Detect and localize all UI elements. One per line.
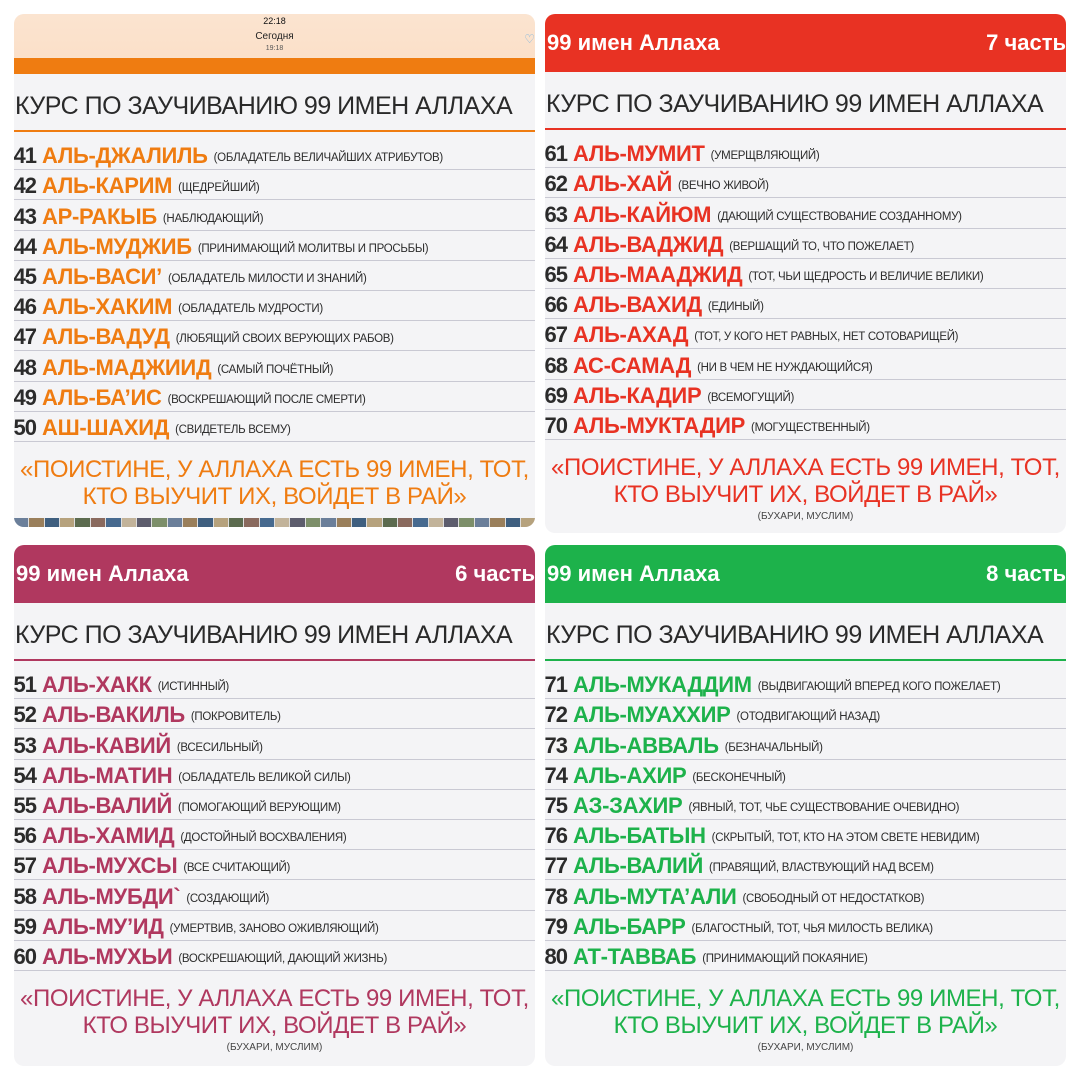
allah-name: АЛЬ-МУТА’АЛИ bbox=[573, 883, 737, 909]
name-row bbox=[14, 699, 535, 729]
name-row bbox=[14, 669, 535, 699]
allah-name: АЛЬ-ВАЛИЙ bbox=[573, 853, 704, 879]
name-number: 52 bbox=[14, 702, 36, 728]
name-meaning: (ВЕРШАЩИЙ ТО, ЧТО ПОЖЕЛАЕТ) bbox=[729, 240, 914, 253]
course-title: КУРС ПО ЗАУЧИВАНИЮ 99 ИМЕН АЛЛАХА bbox=[546, 621, 1044, 649]
allah-name: АЛЬ-МУБДИ` bbox=[42, 883, 181, 909]
name-row bbox=[545, 880, 1066, 910]
name-number: 74 bbox=[545, 762, 567, 788]
title-underline bbox=[545, 659, 1066, 661]
name-row bbox=[545, 138, 1066, 168]
allah-name: АЛЬ-БАТЫН bbox=[573, 823, 706, 849]
name-row bbox=[545, 790, 1066, 820]
name-number: 77 bbox=[545, 853, 567, 879]
panel-header bbox=[545, 545, 1066, 603]
allah-name: АЛЬ-МУХСЫ bbox=[42, 853, 178, 879]
hadith-source: (БУХАРИ, МУСЛИМ) bbox=[757, 510, 854, 522]
name-meaning: (ДОСТОЙНЫЙ ВОСХВАЛЕНИЯ) bbox=[180, 832, 347, 845]
name-number: 42 bbox=[14, 173, 36, 199]
header-part: 6 часть bbox=[455, 561, 535, 586]
names-list bbox=[14, 669, 535, 971]
name-meaning: (ТОТ, У КОГО НЕТ РАВНЫХ, НЕТ СОТОВАРИЩЕЙ) bbox=[694, 331, 959, 344]
quote-line-1: «ПОИСТИНЕ, У АЛЛАХА ЕСТЬ 99 ИМЕН, ТОТ, bbox=[20, 984, 529, 1012]
allah-name: АЛЬ-МУДЖИБ bbox=[42, 233, 192, 259]
name-number: 70 bbox=[545, 412, 567, 438]
name-number: 69 bbox=[545, 382, 567, 408]
name-meaning: (СКРЫТЫЙ, ТОТ, КТО НА ЭТОМ СВЕТЕ НЕВИДИМ) bbox=[711, 832, 980, 845]
header-part: 8 часть bbox=[986, 561, 1066, 586]
name-number: 79 bbox=[545, 913, 567, 939]
panel-part-5 bbox=[14, 14, 535, 527]
name-number: 64 bbox=[545, 231, 567, 257]
title-underline bbox=[14, 659, 535, 661]
name-number: 62 bbox=[545, 171, 567, 197]
accent-bar bbox=[14, 58, 535, 74]
allah-name: АЛЬ-ХАМИД bbox=[42, 823, 175, 849]
hadith-quote bbox=[14, 456, 535, 510]
name-row bbox=[545, 229, 1066, 259]
header-part: 7 часть bbox=[986, 30, 1066, 55]
name-meaning: (ПРАВЯЩИЙ, ВЛАСТВУЮЩИЙ НАД ВСЕМ) bbox=[709, 862, 934, 875]
names-list bbox=[545, 138, 1066, 440]
name-meaning: (СОЗДАЮЩИЙ) bbox=[186, 892, 270, 905]
name-row bbox=[545, 319, 1066, 349]
allah-name: АР-РАКЫБ bbox=[42, 203, 157, 229]
notification-title: Сегодня bbox=[255, 31, 294, 42]
name-number: 63 bbox=[545, 201, 567, 227]
allah-name: АЛЬ-МАТИН bbox=[42, 762, 173, 788]
hadith-quote bbox=[545, 454, 1066, 508]
hadith-source: (БУХАРИ, МУСЛИМ) bbox=[226, 1041, 323, 1053]
name-meaning: (ОБЛАДАТЕЛЬ ВЕЛИЧАЙШИХ АТРИБУТОВ) bbox=[213, 152, 443, 165]
name-meaning: (УМЕРТВИВ, ЗАНОВО ОЖИВЛЯЮЩИЙ) bbox=[169, 922, 379, 935]
name-meaning: (ОБЛАДАТЕЛЬ МУДРОСТИ) bbox=[178, 303, 323, 316]
name-row bbox=[14, 140, 535, 170]
name-row bbox=[545, 259, 1066, 289]
name-meaning: (ВОСКРЕШАЮЩИЙ ПОСЛЕ СМЕРТИ) bbox=[167, 393, 366, 406]
hadith-quote bbox=[14, 985, 535, 1039]
name-number: 59 bbox=[14, 913, 36, 939]
name-meaning: (ВЫДВИГАЮЩИЙ ВПЕРЕД КОГО ПОЖЕЛАЕТ) bbox=[757, 681, 1001, 694]
name-row bbox=[14, 941, 535, 971]
name-row bbox=[14, 261, 535, 291]
quote-line-2: КТО ВЫУЧИТ ИХ, ВОЙДЕТ В РАЙ» bbox=[613, 480, 998, 508]
name-number: 73 bbox=[545, 732, 567, 758]
quote-line-1: «ПОИСТИНЕ, У АЛЛАХА ЕСТЬ 99 ИМЕН, ТОТ, bbox=[551, 984, 1060, 1012]
name-row bbox=[14, 880, 535, 910]
name-number: 67 bbox=[545, 322, 567, 348]
name-row bbox=[545, 699, 1066, 729]
status-time: 22:18 bbox=[263, 16, 286, 26]
name-number: 41 bbox=[14, 143, 36, 169]
title-underline bbox=[14, 130, 535, 132]
allah-name: АЛЬ-ХАКИМ bbox=[42, 294, 173, 320]
name-meaning: (СВОБОДНЫЙ ОТ НЕДОСТАТКОВ) bbox=[742, 892, 925, 905]
allah-name: АЛЬ-БАРР bbox=[573, 913, 686, 939]
notification-time: 19:18 bbox=[265, 45, 284, 52]
name-row bbox=[545, 760, 1066, 790]
name-meaning: (УМЕРЩВЛЯЮЩИЙ) bbox=[710, 150, 820, 163]
name-row bbox=[14, 412, 535, 442]
name-meaning: (ВЕЧНО ЖИВОЙ) bbox=[678, 180, 769, 193]
name-row bbox=[545, 729, 1066, 759]
name-number: 80 bbox=[545, 943, 567, 969]
name-row bbox=[14, 382, 535, 412]
name-meaning: (МОГУЩЕСТВЕННЫЙ) bbox=[751, 421, 870, 434]
allah-name: АЛЬ-МУ’ИД bbox=[42, 913, 164, 939]
name-number: 53 bbox=[14, 732, 36, 758]
allah-name: АЛЬ-ВАЛИЙ bbox=[42, 792, 173, 818]
name-meaning: (НИ В ЧЕМ НЕ НУЖДАЮЩИЙСЯ) bbox=[697, 361, 873, 374]
allah-name: АЛЬ-ВАСИ’ bbox=[42, 263, 162, 289]
name-row bbox=[545, 669, 1066, 699]
name-number: 58 bbox=[14, 883, 36, 909]
name-meaning: (ОБЛАДАТЕЛЬ МИЛОСТИ И ЗНАНИЙ) bbox=[167, 272, 367, 285]
quote-line-1: «ПОИСТИНЕ, У АЛЛАХА ЕСТЬ 99 ИМЕН, ТОТ, bbox=[551, 453, 1060, 481]
hadith-source: (БУХАРИ, МУСЛИМ) bbox=[757, 1041, 854, 1053]
name-row bbox=[14, 850, 535, 880]
name-number: 49 bbox=[14, 384, 36, 410]
allah-name: АЛЬ-МАДЖИИД bbox=[42, 354, 212, 380]
panel-part-6 bbox=[14, 545, 535, 1066]
name-row bbox=[545, 850, 1066, 880]
name-meaning: (ОБЛАДАТЕЛЬ ВЕЛИКОЙ СИЛЫ) bbox=[178, 771, 351, 784]
name-number: 57 bbox=[14, 853, 36, 879]
allah-name: АТ-ТАВВАБ bbox=[573, 943, 697, 969]
name-number: 55 bbox=[14, 792, 36, 818]
allah-name: АЛЬ-КАРИМ bbox=[42, 173, 173, 199]
name-meaning: (ЕДИНЫЙ) bbox=[707, 301, 764, 314]
name-row bbox=[545, 289, 1066, 319]
name-meaning: (ЩЕДРЕЙШИЙ) bbox=[178, 182, 260, 195]
name-meaning: (ТОТ, ЧЬИ ЩЕДРОСТЬ И ВЕЛИЧИЕ ВЕЛИКИ) bbox=[748, 270, 984, 283]
name-number: 61 bbox=[545, 141, 567, 167]
header-title: 99 имен Аллаха bbox=[547, 561, 720, 586]
quote-line-2: КТО ВЫУЧИТ ИХ, ВОЙДЕТ В РАЙ» bbox=[82, 482, 467, 510]
name-meaning: (САМЫЙ ПОЧЁТНЫЙ) bbox=[217, 363, 334, 376]
name-row bbox=[545, 410, 1066, 440]
allah-name: АЛЬ-ВАКИЛЬ bbox=[42, 702, 185, 728]
name-row bbox=[545, 820, 1066, 850]
name-number: 45 bbox=[14, 263, 36, 289]
header-title: 99 имен Аллаха bbox=[547, 30, 720, 55]
name-meaning: (ВОСКРЕШАЮЩИЙ, ДАЮЩИЙ ЖИЗНЬ) bbox=[178, 952, 387, 965]
name-meaning: (ВСЕ СЧИТАЮЩИЙ) bbox=[183, 862, 291, 875]
panel-header bbox=[545, 14, 1066, 72]
name-row bbox=[14, 820, 535, 850]
name-number: 76 bbox=[545, 823, 567, 849]
allah-name: АЛЬ-БА’ИС bbox=[42, 384, 162, 410]
name-row bbox=[14, 291, 535, 321]
allah-name: АЛЬ-МУМИТ bbox=[573, 141, 705, 167]
name-meaning: (БЕЗНАЧАЛЬНЫЙ) bbox=[724, 741, 823, 754]
name-meaning: (ЯВНЫЙ, ТОТ, ЧЬЕ СУЩЕСТВОВАНИЕ ОЧЕВИДНО) bbox=[688, 801, 960, 814]
name-row bbox=[545, 911, 1066, 941]
title-underline bbox=[545, 128, 1066, 130]
allah-name: АЛЬ-ВАДУД bbox=[42, 324, 170, 350]
panel-part-7 bbox=[545, 14, 1066, 533]
name-row bbox=[545, 349, 1066, 379]
allah-name: АЛЬ-КАЙЮМ bbox=[573, 201, 712, 227]
name-meaning: (ИСТИННЫЙ) bbox=[157, 681, 229, 694]
name-row bbox=[14, 231, 535, 261]
allah-name: АЛЬ-МУХЬИ bbox=[42, 943, 173, 969]
allah-name: АЛЬ-КАДИР bbox=[573, 382, 702, 408]
name-number: 68 bbox=[545, 352, 567, 378]
allah-name: АЛЬ-МУКАДДИМ bbox=[573, 672, 752, 698]
allah-name: АШ-ШАХИД bbox=[42, 414, 170, 440]
name-number: 54 bbox=[14, 762, 36, 788]
name-meaning: (НАБЛЮДАЮЩИЙ) bbox=[162, 212, 264, 225]
allah-name: АЛЬ-ХАКК bbox=[42, 672, 152, 698]
course-title: КУРС ПО ЗАУЧИВАНИЮ 99 ИМЕН АЛЛАХА bbox=[15, 92, 513, 120]
allah-name: АЛЬ-АВВАЛЬ bbox=[573, 732, 719, 758]
name-number: 75 bbox=[545, 792, 567, 818]
name-number: 44 bbox=[14, 233, 36, 259]
name-number: 78 bbox=[545, 883, 567, 909]
quote-line-1: «ПОИСТИНЕ, У АЛЛАХА ЕСТЬ 99 ИМЕН, ТОТ, bbox=[20, 455, 529, 483]
name-meaning: (ВСЕСИЛЬНЫЙ) bbox=[176, 741, 263, 754]
header-title: 99 имен Аллаха bbox=[16, 561, 189, 586]
names-list bbox=[14, 140, 535, 442]
name-row bbox=[14, 170, 535, 200]
name-row bbox=[14, 911, 535, 941]
name-number: 56 bbox=[14, 823, 36, 849]
name-number: 50 bbox=[14, 414, 36, 440]
name-number: 71 bbox=[545, 672, 567, 698]
name-row bbox=[14, 790, 535, 820]
allah-name: АЛЬ-МААДЖИД bbox=[573, 261, 743, 287]
course-title: КУРС ПО ЗАУЧИВАНИЮ 99 ИМЕН АЛЛАХА bbox=[15, 621, 513, 649]
thumbnail-strip[interactable] bbox=[14, 518, 535, 527]
panel-part-8 bbox=[545, 545, 1066, 1066]
allah-name: АЛЬ-МУАХХИР bbox=[573, 702, 731, 728]
name-number: 48 bbox=[14, 354, 36, 380]
name-row bbox=[545, 380, 1066, 410]
name-number: 46 bbox=[14, 294, 36, 320]
name-number: 72 bbox=[545, 702, 567, 728]
allah-name: АЛЬ-КАВИЙ bbox=[42, 732, 171, 758]
allah-name: АЛЬ-ДЖАЛИЛЬ bbox=[42, 143, 208, 169]
allah-name: АЛЬ-МУКТАДИР bbox=[573, 412, 746, 438]
name-meaning: (ПРИНИМАЮЩИЙ МОЛИТВЫ И ПРОСЬБЫ) bbox=[197, 242, 429, 255]
names-list bbox=[545, 669, 1066, 971]
heart-icon[interactable]: ♡ bbox=[524, 32, 535, 46]
name-meaning: (СВИДЕТЕЛЬ ВСЕМУ) bbox=[175, 423, 291, 436]
allah-name: АЛЬ-АХАД bbox=[573, 322, 689, 348]
name-meaning: (ПРИНИМАЮЩИЙ ПОКАЯНИЕ) bbox=[702, 952, 868, 965]
hadith-quote bbox=[545, 985, 1066, 1039]
name-row bbox=[545, 168, 1066, 198]
name-meaning: (ЛЮБЯЩИЙ СВОИХ ВЕРУЮЩИХ РАБОВ) bbox=[175, 333, 394, 346]
name-meaning: (ОТОДВИГАЮЩИЙ НАЗАД) bbox=[736, 711, 880, 724]
name-number: 60 bbox=[14, 943, 36, 969]
allah-name: АЛЬ-ВАДЖИД bbox=[573, 231, 724, 257]
quote-line-2: КТО ВЫУЧИТ ИХ, ВОЙДЕТ В РАЙ» bbox=[613, 1011, 998, 1039]
name-meaning: (БЛАГОСТНЫЙ, ТОТ, ЧЬЯ МИЛОСТЬ ВЕЛИКА) bbox=[691, 922, 933, 935]
name-row bbox=[14, 729, 535, 759]
allah-name: АЛЬ-АХИР bbox=[573, 762, 687, 788]
name-row bbox=[545, 941, 1066, 971]
name-number: 47 bbox=[14, 324, 36, 350]
name-row bbox=[14, 760, 535, 790]
allah-name: АЗ-ЗАХИР bbox=[573, 792, 683, 818]
name-meaning: (ПОКРОВИТЕЛЬ) bbox=[190, 711, 281, 724]
course-title: КУРС ПО ЗАУЧИВАНИЮ 99 ИМЕН АЛЛАХА bbox=[546, 90, 1044, 118]
name-meaning: (БЕСКОНЕЧНЫЙ) bbox=[692, 771, 786, 784]
name-row bbox=[14, 351, 535, 381]
name-meaning: (ВСЕМОГУЩИЙ) bbox=[707, 391, 795, 404]
allah-name: АЛЬ-ХАЙ bbox=[573, 171, 673, 197]
allah-name: АЛЬ-ВАХИД bbox=[573, 292, 702, 318]
name-row bbox=[14, 200, 535, 230]
name-number: 66 bbox=[545, 292, 567, 318]
phone-status-bar bbox=[14, 14, 535, 74]
name-number: 43 bbox=[14, 203, 36, 229]
name-meaning: (ДАЮЩИЙ СУЩЕСТВОВАНИЕ СОЗДАННОМУ) bbox=[717, 210, 962, 223]
name-number: 51 bbox=[14, 672, 36, 698]
name-meaning: (ПОМОГАЮЩИЙ ВЕРУЮЩИМ) bbox=[178, 801, 341, 814]
name-row bbox=[545, 198, 1066, 228]
panel-header bbox=[14, 545, 535, 603]
name-number: 65 bbox=[545, 261, 567, 287]
name-row bbox=[14, 321, 535, 351]
quote-line-2: КТО ВЫУЧИТ ИХ, ВОЙДЕТ В РАЙ» bbox=[82, 1011, 467, 1039]
allah-name: АС-САМАД bbox=[573, 352, 692, 378]
